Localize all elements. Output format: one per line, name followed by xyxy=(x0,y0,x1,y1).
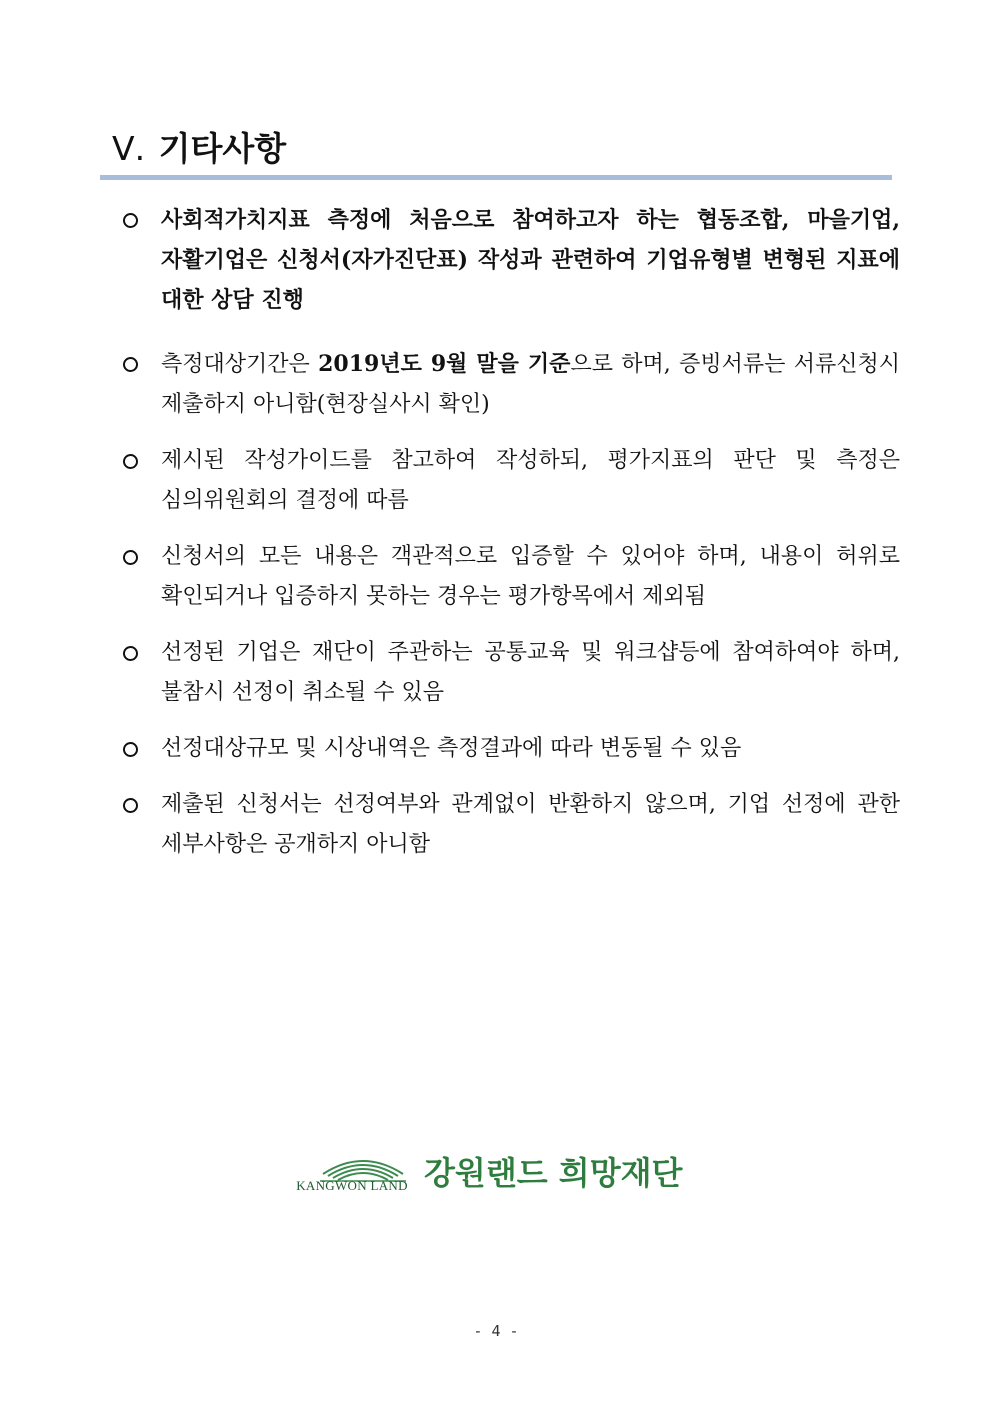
circle-bullet-icon xyxy=(123,357,138,372)
item-text: 제시된 작성가이드를 참고하여 작성하되, 평가지표의 판단 및 측정은 심의위원회의 결정에 따름 xyxy=(161,448,900,513)
item-text: 신청서의 모든 내용은 객관적으로 입증할 수 있어야 하며, 내용이 허위로 확인되거나 입증하지 못하는 경우는 평가항목에서 제외됨 xyxy=(161,544,900,609)
list-item xyxy=(118,633,900,713)
logo-english-text: KANGWON LAND xyxy=(296,1178,408,1193)
page-number: - 4 - xyxy=(473,1322,519,1340)
circle-bullet-icon xyxy=(123,454,138,469)
logo-korean-text: 강원랜드 희망재단 xyxy=(424,1154,683,1192)
circle-bullet-icon xyxy=(123,550,138,565)
list-item xyxy=(118,344,900,425)
list-item xyxy=(118,729,900,769)
item-text-before: 측정대상기간은 xyxy=(161,352,319,377)
section-title: 기타사항 xyxy=(158,129,287,168)
item-text: 선정된 기업은 재단이 주관하는 공통교육 및 워크샵등에 참여하여야 하며, 불참시 선정이 취소될 수 있음 xyxy=(161,640,900,705)
section-heading xyxy=(112,124,286,174)
notes-list xyxy=(118,200,900,865)
list-item xyxy=(118,200,900,320)
section-number: Ⅴ. xyxy=(112,129,146,168)
circle-bullet-icon xyxy=(123,213,138,228)
item-text: 제출된 신청서는 선정여부와 관계없이 반환하지 않으며, 기업 선정에 관한 세부사항은 공개하지 아니함 xyxy=(161,792,900,857)
list-item xyxy=(118,785,900,865)
heading-underline xyxy=(100,175,892,180)
circle-bullet-icon xyxy=(123,646,138,661)
item-text-bold: 2019년도 9월 말을 기준 xyxy=(318,351,571,377)
foundation-logo xyxy=(288,1150,708,1210)
item-text: 선정대상규모 및 시상내역은 측정결과에 따라 변동될 수 있음 xyxy=(161,736,742,761)
item-text-after: 으로 하며, 증빙서류는 서류신청시 제출하지 아니함(현장실사시 확인) xyxy=(161,352,900,417)
circle-bullet-icon xyxy=(123,742,138,757)
list-item xyxy=(118,441,900,521)
circle-bullet-icon xyxy=(123,798,138,813)
item-text: 사회적가치지표 측정에 처음으로 참여하고자 하는 협동조합, 마을기업, 자활기업은 신청서(자가진단표) 작성과 관련하여 기업유형별 변형된 지표에 대한 상담 진행 xyxy=(161,207,900,313)
list-item xyxy=(118,537,900,617)
